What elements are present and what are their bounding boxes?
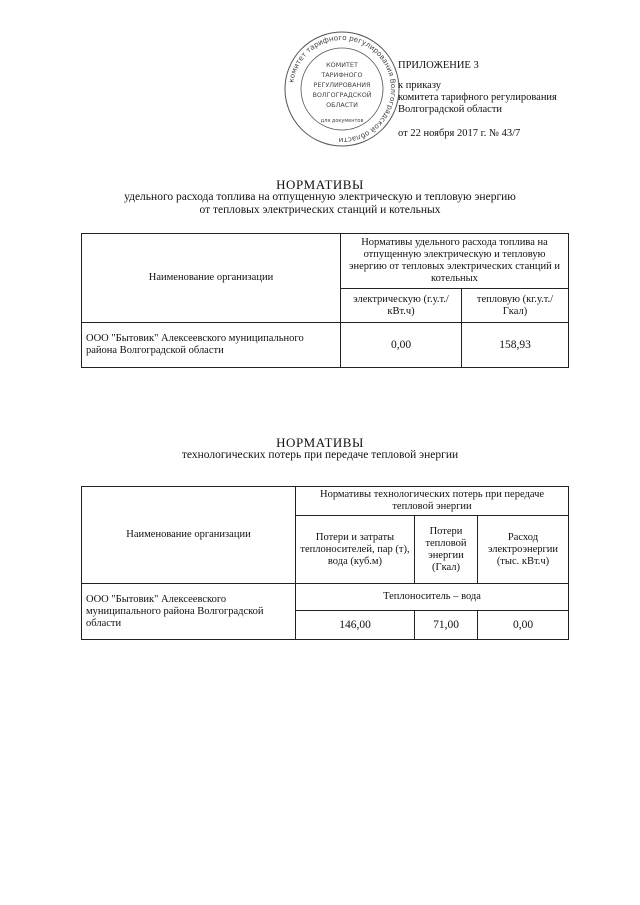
section1-title xyxy=(0,178,640,217)
section1-heading: НОРМАТИВЫ xyxy=(276,177,364,192)
section2-heading: НОРМАТИВЫ xyxy=(276,435,364,450)
cell-losses: 146,00 xyxy=(296,611,415,640)
header-org: Наименование организации xyxy=(82,487,296,584)
order-date: от 22 ноября 2017 г. № 43/7 xyxy=(398,128,521,139)
header-org: Наименование организации xyxy=(82,234,341,323)
header-heat-losses: Потери тепловой энергии (Гкал) xyxy=(415,516,478,584)
header-losses: Потери и затраты теплоносителей, пар (т), вода (куб.м) xyxy=(296,516,415,584)
cell-heat-losses: 71,00 xyxy=(415,611,478,640)
header-heat: тепловую (кг.у.т./Гкал) xyxy=(462,289,569,323)
cell-electric: 0,00 xyxy=(341,323,462,368)
seal-bottom-text: для документов xyxy=(320,118,364,124)
section2-title xyxy=(0,436,640,462)
section1-subtitle: от тепловых электрических станций и котельных xyxy=(199,204,441,216)
order-line: к приказу xyxy=(398,80,441,91)
annex-number: ПРИЛОЖЕНИЕ 3 xyxy=(398,60,479,71)
seal-line: КОМИТЕТ xyxy=(326,61,358,69)
section1-subtitle: удельного расхода топлива на отпущенную электрическую и тепловую энергию xyxy=(124,191,516,203)
cell-org: ООО "Бытовик" Алексеевского муниципального района Волгоградской области xyxy=(82,584,296,640)
order-reference xyxy=(398,60,557,140)
table-row xyxy=(82,323,569,368)
official-seal xyxy=(283,30,401,148)
seal-line: ОБЛАСТИ xyxy=(326,101,358,109)
seal-outer-text: комитет тарифного регулирования Волгоградской области xyxy=(286,32,399,146)
cell-heat: 158,93 xyxy=(462,323,569,368)
order-line: Волгоградской области xyxy=(398,104,503,115)
fuel-norms-table xyxy=(81,233,569,368)
order-line: комитета тарифного регулирования xyxy=(398,92,557,103)
header-group: Нормативы технологических потерь при передаче тепловой энергии xyxy=(296,487,569,516)
cell-org: ООО "Бытовик" Алексеевского муниципального района Волгоградской области xyxy=(82,323,341,368)
seal-line: РЕГУЛИРОВАНИЯ xyxy=(313,81,371,89)
section2-subtitle: технологических потерь при передаче тепловой энергии xyxy=(181,449,459,461)
header-electric: электрическую (г.у.т./кВт.ч) xyxy=(341,289,462,323)
seal-line: ТАРИФНОГО xyxy=(321,71,363,79)
cell-carrier: Теплоноситель – вода xyxy=(296,584,569,611)
seal-line: ВОЛГОГРАДСКОЙ xyxy=(312,91,372,99)
cell-power: 0,00 xyxy=(478,611,569,640)
header-group: Нормативы удельного расхода топлива на отпущенную электрическую и тепловую энергию от тепловых электрических станций и котельных xyxy=(341,234,569,289)
header-power: Расход электроэнергии (тыс. кВт.ч) xyxy=(478,516,569,584)
heat-losses-table xyxy=(81,486,569,640)
